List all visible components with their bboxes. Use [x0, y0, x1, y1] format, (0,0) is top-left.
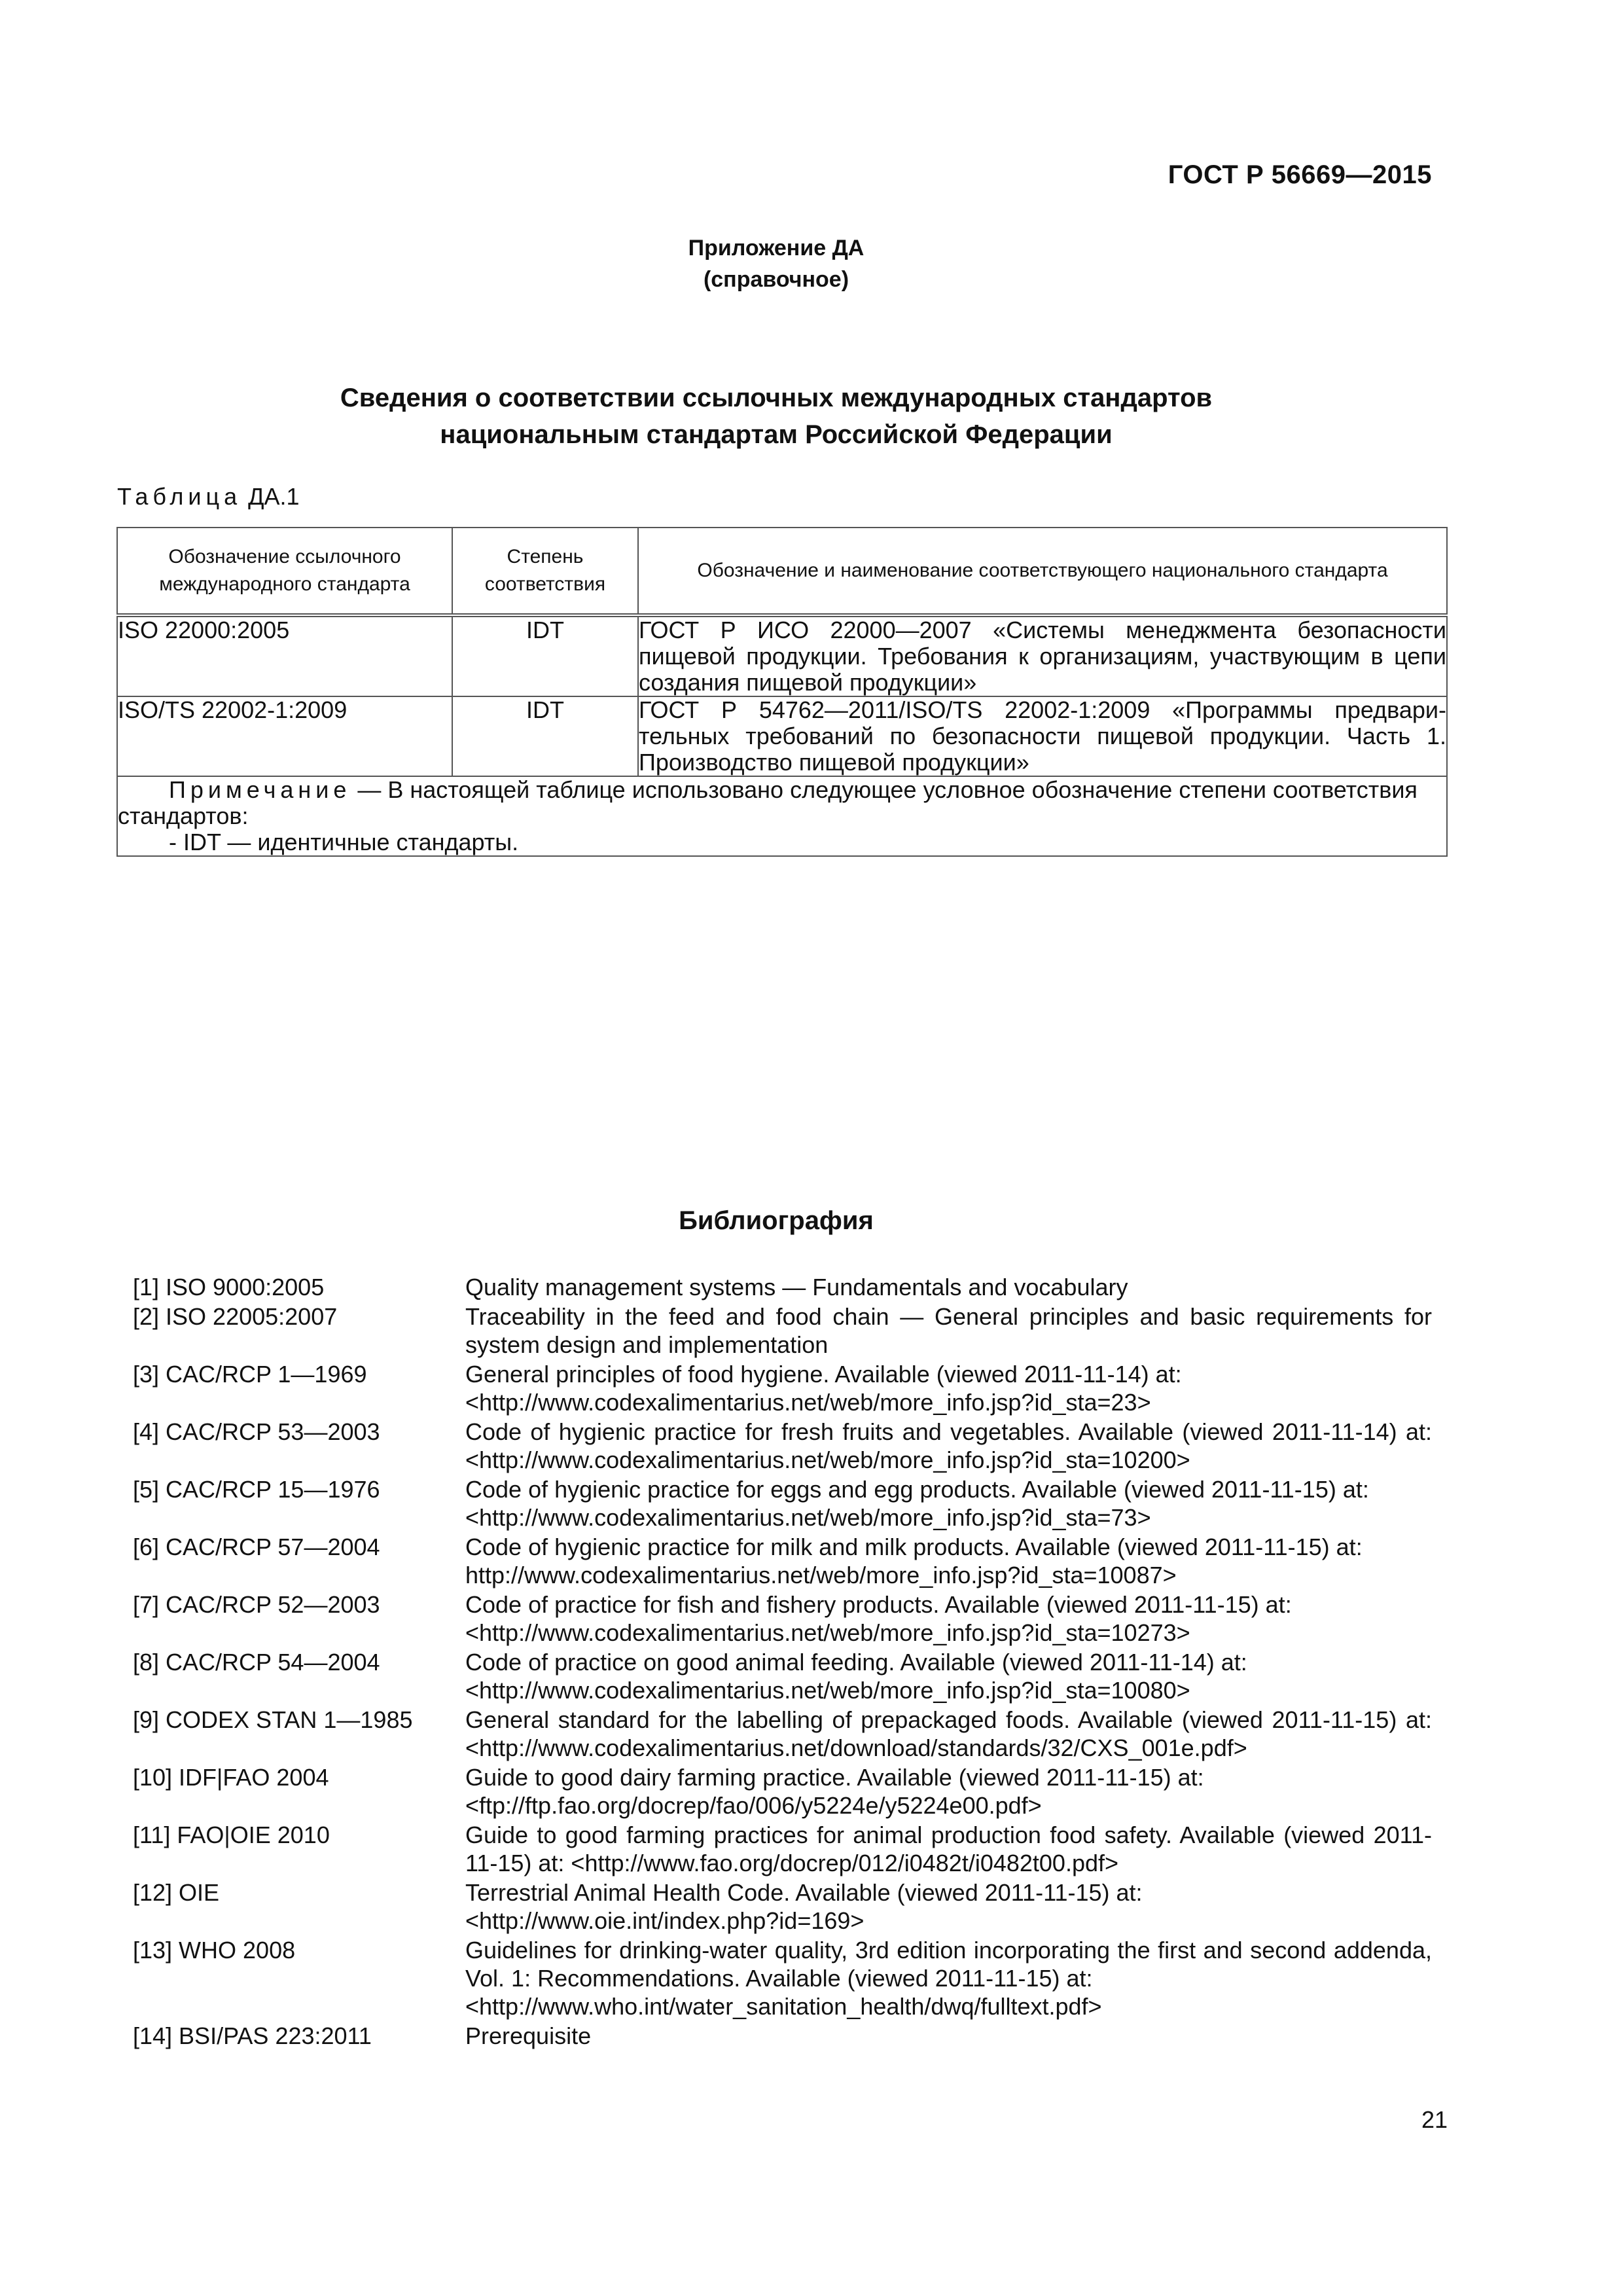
bib-ref: [11] FAO|OIE 2010: [133, 1821, 330, 1848]
bib-desc: Code of practice for fish and fishery products. Available (viewed 2011-11-15) at:: [465, 1591, 1292, 1618]
document-code: ГОСТ Р 56669—2015: [1168, 160, 1432, 189]
bib-url: <http://www.who.int/water_sanitation_health/dwq/fulltext.pdf>: [465, 1993, 1102, 2020]
list-item: [133, 1706, 1432, 1762]
table-label-prefix: Таблица: [117, 483, 242, 510]
cell-national-standard: ГОСТ Р ИСО 22000—2007 «Системы менеджмента безопасности пищевой продукции. Требования к организациям, участвующим в цепи создания пищевой продукции»: [639, 617, 1446, 696]
list-item: [133, 1590, 1432, 1647]
bib-desc: Code of hygienic practice for eggs and egg products. Available (viewed 2011-11-15) at:: [465, 1476, 1369, 1503]
bib-ref: [3] CAC/RCP 1—1969: [133, 1361, 367, 1388]
appendix-subtitle: (справочное): [703, 267, 849, 292]
section-title: [0, 380, 1552, 453]
list-item: [133, 1475, 1432, 1532]
cell-degree: IDT: [452, 696, 638, 776]
bib-text: [465, 1878, 1432, 1935]
table-row: [117, 696, 1447, 776]
bib-text: [465, 1302, 1432, 1359]
bib-desc: Guide to good farming practices for animal production food safety. Available (viewed 2011-11-15) at: <http://www.fao.org/docrep/012/i0482t/i0482t00.pdf>: [465, 1821, 1432, 1876]
bib-desc: Code of hygienic practice for milk and milk products. Available (viewed 2011-11-15) at:: [465, 1534, 1363, 1560]
list-item: [133, 1360, 1432, 1416]
note-item: - IDT — идентичные стандарты.: [169, 829, 519, 855]
bib-desc: Quality management systems — Fundamentals and vocabulary: [465, 1274, 1128, 1300]
bib-ref: [14] BSI/PAS 223:2011: [133, 2022, 372, 2049]
list-item: [133, 1936, 1432, 2020]
correspondence-table: [116, 527, 1448, 857]
bib-ref: [7] CAC/RCP 52—2003: [133, 1591, 380, 1618]
cell-international-code: ISO/TS 22002-1:2009: [117, 696, 452, 776]
cell-national-standard: ГОСТ Р 54762—2011/ISO/TS 22002-1:2009 «Программы предварительных требований по безопасности пищевой продукции. Часть 1. Производство пищевой продукции»: [639, 696, 1446, 776]
bib-ref: [4] CAC/RCP 53—2003: [133, 1418, 380, 1445]
bib-text: [465, 1590, 1432, 1647]
page-number: 21: [1421, 2106, 1448, 2133]
table-label: [117, 483, 300, 511]
bibliography-list: [133, 1273, 1432, 2051]
header-international-standard: Обозначение ссылочного международного стандарта: [117, 528, 452, 615]
bib-desc: Prerequisite: [465, 2022, 592, 2049]
list-item: [133, 1821, 1432, 1877]
table-note-row: [117, 776, 1447, 856]
bib-url: <http://www.codexalimentarius.net/web/more_info.jsp?id_sta=10080>: [465, 1677, 1190, 1704]
bib-url: <http://www.oie.int/index.php?id=169>: [465, 1907, 865, 1934]
table-label-number: ДА.1: [241, 483, 300, 510]
list-item: [133, 2022, 1432, 2050]
note-lead: Примечание: [169, 776, 351, 803]
list-item: [133, 1418, 1432, 1474]
bib-ref: [1] ISO 9000:2005: [133, 1274, 325, 1300]
bib-text: [465, 1533, 1432, 1589]
note-text: — В настоящей таблице использовано следующее условное обозначение степени соответствия стандартов:: [118, 776, 1418, 829]
table-note: [117, 776, 1447, 856]
appendix-heading: [0, 232, 1552, 295]
bib-ref: [10] IDF|FAO 2004: [133, 1764, 329, 1791]
header-national-standard: Обозначение и наименование соответствующего национального стандарта: [638, 528, 1447, 615]
bib-text: [465, 1273, 1432, 1301]
bib-ref: [12] OIE: [133, 1879, 220, 1906]
bib-text: [465, 1360, 1432, 1416]
bib-url: <ftp://ftp.fao.org/docrep/fao/006/y5224e/y5224e00.pdf>: [465, 1792, 1042, 1819]
list-item: [133, 1302, 1432, 1359]
bib-desc: Code of practice on good animal feeding. Available (viewed 2011-11-14) at:: [465, 1649, 1247, 1676]
bib-url: <http://www.codexalimentarius.net/web/more_info.jsp?id_sta=10273>: [465, 1619, 1190, 1646]
bib-ref: [9] CODEX STAN 1—1985: [133, 1706, 413, 1733]
bib-desc: Terrestrial Animal Health Code. Available (viewed 2011-11-15) at:: [465, 1879, 1143, 1906]
list-item: [133, 1273, 1432, 1301]
section-title-line-2: национальным стандартам Российской Федерации: [440, 420, 1113, 449]
bib-text: [465, 1763, 1432, 1820]
bib-url: <http://www.codexalimentarius.net/web/more_info.jsp?id_sta=73>: [465, 1504, 1151, 1531]
table-header-row: [117, 528, 1447, 615]
list-item: [133, 1763, 1432, 1820]
bibliography-title: Библиография: [679, 1206, 874, 1235]
bib-text: [465, 1648, 1432, 1704]
bib-url: <http://www.codexalimentarius.net/web/more_info.jsp?id_sta=23>: [465, 1389, 1151, 1416]
bib-ref: [6] CAC/RCP 57—2004: [133, 1534, 380, 1560]
bib-desc: Code of hygienic practice for fresh fruits and vegetables. Available (viewed 2011-11-14) at: <http://www.codexalimentarius.net/web/more_info.jsp?id_sta=10200>: [465, 1418, 1432, 1473]
table-row: [117, 615, 1447, 696]
bib-desc: Guidelines for drinking-water quality, 3rd edition incorporating the first and second addenda, Vol. 1: Recommendations. Available (viewed 2011-11-15) at:: [465, 1937, 1432, 1992]
bib-text: [465, 1418, 1432, 1474]
bib-text: [465, 1475, 1432, 1532]
appendix-title: Приложение ДА: [688, 236, 865, 260]
bib-text: [465, 1706, 1432, 1762]
bib-ref: [8] CAC/RCP 54—2004: [133, 1649, 380, 1676]
header-degree: Степень соответствия: [452, 528, 638, 615]
cell-degree: IDT: [452, 615, 638, 696]
bib-text: [465, 2022, 1432, 2050]
bib-text: [465, 1936, 1432, 2020]
bib-text: [465, 1821, 1432, 1877]
cell-international-code: ISO 22000:2005: [117, 615, 452, 696]
bib-desc: General standard for the labelling of prepackaged foods. Available (viewed 2011-11-15) at: <http://www.codexalimentarius.net/download/standards/32/CXS_001e.pdf>: [465, 1706, 1432, 1761]
bib-desc: Guide to good dairy farming practice. Available (viewed 2011-11-15) at:: [465, 1764, 1204, 1791]
bib-url: http://www.codexalimentarius.net/web/more_info.jsp?id_sta=10087>: [465, 1562, 1177, 1588]
list-item: [133, 1533, 1432, 1589]
bib-desc: Traceability in the feed and food chain — General principles and basic requirements for system design and implementation: [465, 1303, 1432, 1358]
list-item: [133, 1648, 1432, 1704]
section-title-line-1: Сведения о соответствии ссылочных международных стандартов: [340, 384, 1213, 412]
bib-desc: General principles of food hygiene. Available (viewed 2011-11-14) at:: [465, 1361, 1182, 1388]
list-item: [133, 1878, 1432, 1935]
bib-ref: [5] CAC/RCP 15—1976: [133, 1476, 380, 1503]
bib-ref: [2] ISO 22005:2007: [133, 1303, 338, 1330]
bib-ref: [13] WHO 2008: [133, 1937, 296, 1964]
